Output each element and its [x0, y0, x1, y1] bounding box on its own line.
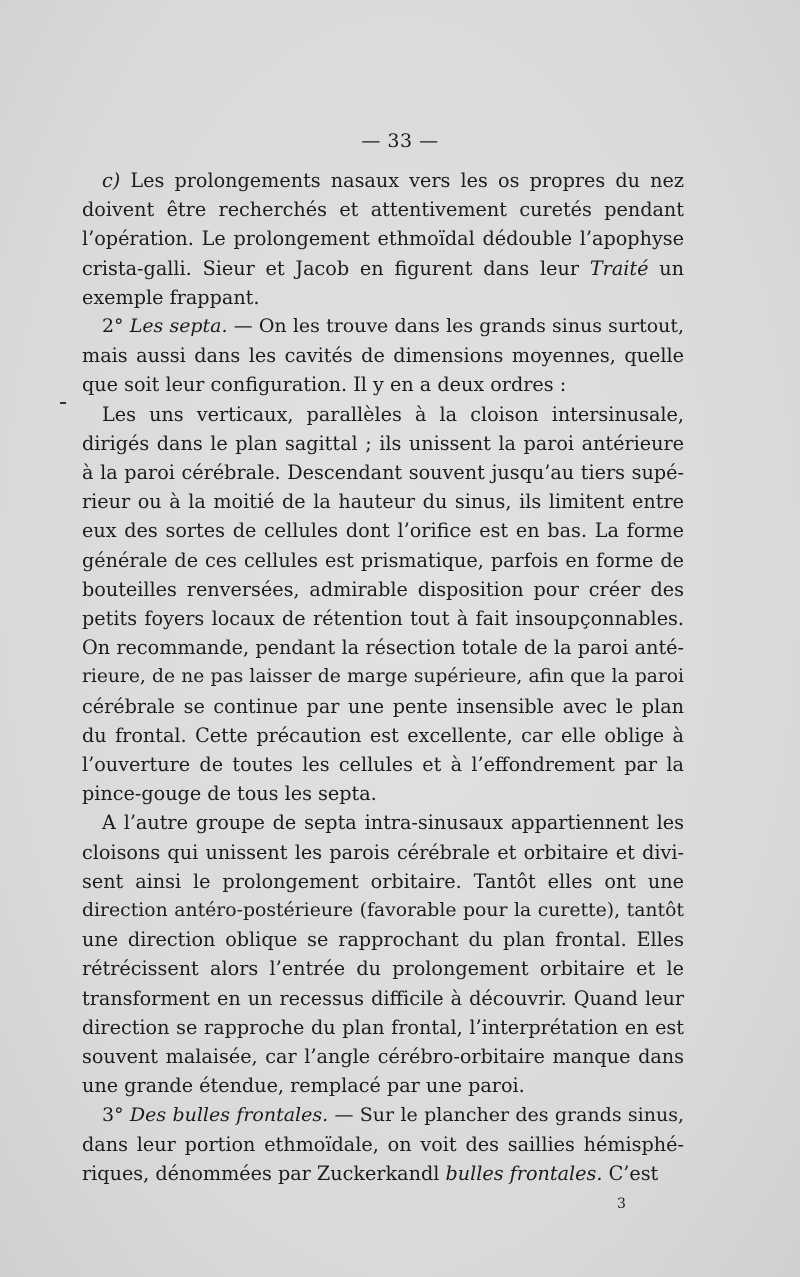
text-line: [82, 1042, 684, 1071]
signature-mark: 3: [617, 1196, 626, 1212]
text-line: [82, 312, 684, 341]
text-line: [82, 984, 684, 1013]
text-run: dans leur portion ethmoïdale, on voit des saillies hémisphé-: [82, 1132, 684, 1156]
text-line: [82, 662, 684, 691]
italic-run: Les septa.: [129, 315, 228, 338]
text-line: [82, 808, 684, 837]
text-run: dirigés dans le plan sagittal ; ils unissent la paroi antérieure: [82, 431, 684, 455]
text-line: [82, 487, 684, 516]
text-run: une direction oblique se rapprochant du plan frontal. Elles: [82, 928, 684, 952]
text-run: générale de ces cellules est prismatique, parfois en forme de: [82, 548, 684, 572]
text-run: que soit leur configuration. Il y en a deux ordres :: [82, 373, 567, 397]
text-line: [82, 692, 684, 721]
text-line: [82, 575, 684, 604]
text-run: — Sur le plancher des grands sinus,: [328, 1103, 684, 1126]
text-run: cérébrale se continue par une pente insensible avec le plan: [82, 694, 684, 718]
text-run: l’opération. Le prolongement ethmoïdal dédouble l’apophyse: [82, 227, 684, 251]
text-line: [82, 166, 684, 195]
text-line: [82, 1101, 684, 1130]
body-text: [82, 166, 684, 1188]
italic-run: Des bulles frontales.: [129, 1103, 329, 1126]
text-run: transforment en un recessus difficile à découvrir. Quand leur: [82, 986, 684, 1010]
text-run: rieure, de ne pas laisser de marge supérieure, afin que la paroi: [82, 666, 684, 688]
text-line: [82, 633, 684, 662]
text-run: exemple frappant.: [82, 285, 260, 309]
text-run: doivent être recherchés et attentivement curetés pendant: [82, 198, 684, 222]
text-run: A l’autre groupe de septa intra-sinusaux appartiennent les: [102, 811, 684, 835]
text-run: petits foyers locaux de rétention tout à fait insoupçonnables.: [82, 607, 684, 631]
text-line: [82, 1159, 684, 1188]
text-line: [82, 341, 684, 370]
text-run: rétrécissent alors l’entrée du prolongement orbitaire et le: [82, 957, 684, 981]
text-run: cloisons qui unissent les parois cérébrale et orbitaire et divi-: [82, 840, 684, 864]
text-run: eux des sortes de cellules dont l’orifice est en bas. La forme: [82, 519, 684, 543]
text-line: [82, 283, 684, 312]
text-run: On recommande, pendant la résection totale de la paroi anté-: [82, 636, 684, 660]
text-line: [82, 925, 684, 954]
text-run: souvent malaisée, car l’angle cérébro-orbitaire manque dans: [82, 1045, 684, 1069]
page-number: — 33 —: [361, 130, 439, 152]
text-line: [82, 867, 684, 896]
text-line: [82, 546, 684, 575]
text-line: [82, 779, 684, 808]
text-run: riques, dénommées par Zuckerkandl: [82, 1161, 446, 1185]
text-line: [82, 195, 684, 224]
text-line: [82, 896, 684, 925]
text-run: à la paroi cérébrale. Descendant souvent jusqu’au tiers supé-: [82, 461, 684, 485]
text-line: [82, 458, 684, 487]
italic-run: c): [102, 169, 121, 192]
text-run: du frontal. Cette précaution est excellente, car elle oblige à: [82, 723, 684, 747]
italic-run: Traité: [589, 256, 649, 280]
text-run: l’ouverture de toutes les cellules et à l’effondrement par la: [82, 753, 684, 777]
text-line: [82, 370, 684, 399]
text-run: crista-galli. Sieur et Jacob en figurent dans leur: [82, 256, 590, 280]
text-run: Les prolongements nasaux vers les os propres du nez: [120, 169, 684, 192]
text-line: [82, 1013, 684, 1042]
text-line: [82, 721, 684, 750]
text-line: [82, 838, 684, 867]
text-run: une grande étendue, remplacé par une paroi.: [82, 1074, 525, 1098]
text-run: pince-gouge de tous les septa.: [82, 782, 377, 806]
text-run: mais aussi dans les cavités de dimensions moyennes, quelle: [82, 344, 684, 368]
text-line: [82, 604, 684, 633]
text-run: 3°: [102, 1103, 130, 1126]
text-line: [82, 1130, 684, 1159]
text-line: [82, 224, 684, 253]
text-line: [82, 254, 684, 283]
text-run: Les uns verticaux, parallèles à la cloison intersinusale,: [102, 402, 684, 426]
text-run: un: [648, 256, 684, 280]
text-run: C’est: [602, 1161, 659, 1185]
text-run: direction antéro-postérieure (favorable pour la curette), tantôt: [82, 900, 684, 922]
text-line: [82, 516, 684, 545]
text-run: — On les trouve dans les grands sinus surtout,: [227, 315, 684, 338]
text-run: rieur ou à la moitié de la hauteur du sinus, ils limitent entre: [82, 490, 684, 514]
text-run: 2°: [102, 315, 130, 338]
text-line: [82, 400, 684, 429]
italic-run: bulles frontales.: [445, 1161, 603, 1185]
text-line: [82, 750, 684, 779]
text-line: [82, 1071, 684, 1100]
text-line: [82, 954, 684, 983]
text-run: bouteilles renversées, admirable disposition pour créer des: [82, 577, 684, 601]
text-line: [82, 429, 684, 458]
text-run: sent ainsi le prolongement orbitaire. Tantôt elles ont une: [82, 869, 684, 893]
text-run: direction se rapproche du plan frontal, l’interprétation en est: [82, 1015, 684, 1039]
ink-speck: [60, 402, 66, 404]
